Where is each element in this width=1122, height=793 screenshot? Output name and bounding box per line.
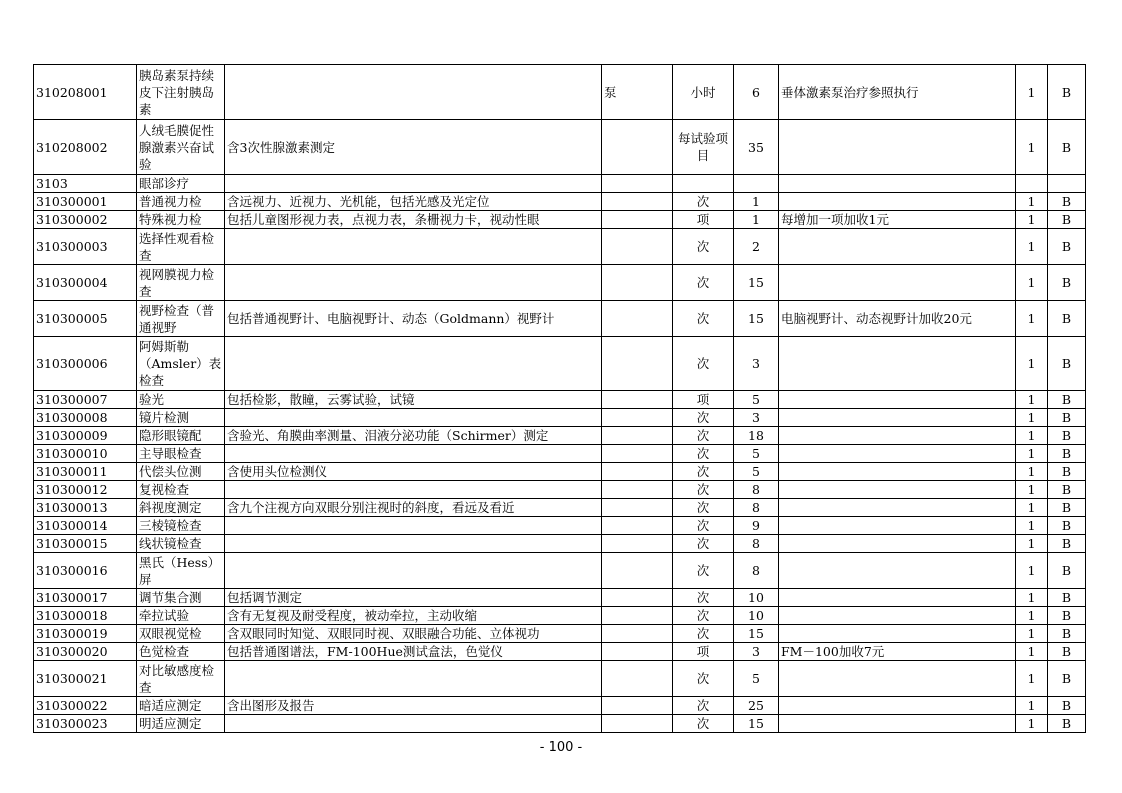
item-code: 310300015 — [34, 535, 137, 553]
item-grade: B — [1048, 517, 1086, 535]
item-price: 8 — [734, 499, 779, 517]
item-excluded — [602, 301, 673, 337]
table-row — [34, 661, 1086, 697]
item-excluded — [602, 499, 673, 517]
item-content: 含验光、角膜曲率测量、泪液分泌功能（Schirmer）测定 — [225, 427, 602, 445]
item-name: 特殊视力检 — [137, 211, 225, 229]
item-unit: 每试验项目 — [673, 120, 734, 175]
item-number: 1 — [1016, 625, 1048, 643]
item-content: 包括儿童图形视力表，点视力表，条栅视力卡，视动性眼 — [225, 211, 602, 229]
item-content: 含3次性腺激素测定 — [225, 120, 602, 175]
item-number: 1 — [1016, 301, 1048, 337]
table-row — [34, 337, 1086, 391]
item-code: 310300020 — [34, 643, 137, 661]
item-price: 15 — [734, 715, 779, 733]
item-unit: 次 — [673, 535, 734, 553]
item-grade: B — [1048, 120, 1086, 175]
item-number: 1 — [1016, 697, 1048, 715]
item-price: 35 — [734, 120, 779, 175]
table-row — [34, 175, 1086, 193]
item-price: 5 — [734, 391, 779, 409]
item-grade: B — [1048, 409, 1086, 427]
item-note — [779, 337, 1016, 391]
item-name: 斜视度测定 — [137, 499, 225, 517]
item-name: 视网膜视力检查 — [137, 265, 225, 301]
item-name: 人绒毛膜促性腺激素兴奋试验 — [137, 120, 225, 175]
item-name: 暗适应测定 — [137, 697, 225, 715]
item-code: 310300017 — [34, 589, 137, 607]
item-number: 1 — [1016, 211, 1048, 229]
item-note — [779, 193, 1016, 211]
item-code: 310300012 — [34, 481, 137, 499]
item-note — [779, 661, 1016, 697]
item-unit: 次 — [673, 337, 734, 391]
item-excluded: 泵 — [602, 65, 673, 120]
item-excluded — [602, 463, 673, 481]
item-unit: 次 — [673, 553, 734, 589]
item-note — [779, 607, 1016, 625]
item-code: 310300019 — [34, 625, 137, 643]
item-unit: 次 — [673, 589, 734, 607]
item-code: 310300006 — [34, 337, 137, 391]
item-price: 18 — [734, 427, 779, 445]
item-price: 1 — [734, 211, 779, 229]
item-excluded — [602, 697, 673, 715]
item-number: 1 — [1016, 589, 1048, 607]
item-code: 310208002 — [34, 120, 137, 175]
item-code: 310300014 — [34, 517, 137, 535]
item-excluded — [602, 409, 673, 427]
item-number: 1 — [1016, 427, 1048, 445]
item-content — [225, 481, 602, 499]
item-name: 双眼视觉检 — [137, 625, 225, 643]
item-price: 1 — [734, 193, 779, 211]
item-excluded — [602, 175, 673, 193]
item-content — [225, 445, 602, 463]
table-row — [34, 301, 1086, 337]
item-price: 3 — [734, 337, 779, 391]
item-code: 310300018 — [34, 607, 137, 625]
item-excluded — [602, 481, 673, 499]
item-name: 验光 — [137, 391, 225, 409]
table-row — [34, 391, 1086, 409]
table-row — [34, 553, 1086, 589]
item-price: 9 — [734, 517, 779, 535]
item-number: 1 — [1016, 193, 1048, 211]
item-name: 眼部诊疗 — [137, 175, 225, 193]
item-price: 8 — [734, 553, 779, 589]
table-row — [34, 625, 1086, 643]
item-unit: 次 — [673, 427, 734, 445]
item-note — [779, 445, 1016, 463]
item-name: 选择性观看检查 — [137, 229, 225, 265]
item-content: 包括普通图谱法，FM-100Hue测试盒法，色觉仪 — [225, 643, 602, 661]
item-unit: 次 — [673, 229, 734, 265]
item-note — [779, 463, 1016, 481]
item-price: 5 — [734, 661, 779, 697]
table-row — [34, 193, 1086, 211]
item-number: 1 — [1016, 65, 1048, 120]
item-code: 310300023 — [34, 715, 137, 733]
item-grade: B — [1048, 211, 1086, 229]
item-grade: B — [1048, 481, 1086, 499]
item-code: 310300022 — [34, 697, 137, 715]
table-row — [34, 643, 1086, 661]
item-grade: B — [1048, 229, 1086, 265]
item-number: 1 — [1016, 607, 1048, 625]
item-price: 3 — [734, 643, 779, 661]
item-grade: B — [1048, 445, 1086, 463]
item-number: 1 — [1016, 391, 1048, 409]
item-content: 含双眼同时知觉、双眼同时视、双眼融合功能、立体视功 — [225, 625, 602, 643]
item-unit: 次 — [673, 715, 734, 733]
table-row — [34, 463, 1086, 481]
item-content — [225, 409, 602, 427]
item-code: 310300002 — [34, 211, 137, 229]
item-unit: 项 — [673, 391, 734, 409]
item-price: 15 — [734, 625, 779, 643]
item-unit: 次 — [673, 517, 734, 535]
price-table — [33, 64, 1086, 733]
item-grade: B — [1048, 607, 1086, 625]
item-note — [779, 481, 1016, 499]
item-unit: 次 — [673, 445, 734, 463]
item-price: 15 — [734, 265, 779, 301]
item-excluded — [602, 589, 673, 607]
item-grade: B — [1048, 625, 1086, 643]
item-name: 对比敏感度检查 — [137, 661, 225, 697]
item-grade: B — [1048, 65, 1086, 120]
item-number: 1 — [1016, 463, 1048, 481]
item-name: 主导眼检查 — [137, 445, 225, 463]
item-grade: B — [1048, 589, 1086, 607]
item-excluded — [602, 715, 673, 733]
item-grade: B — [1048, 193, 1086, 211]
item-note — [779, 715, 1016, 733]
item-excluded — [602, 607, 673, 625]
item-unit: 项 — [673, 211, 734, 229]
item-note — [779, 589, 1016, 607]
item-note — [779, 535, 1016, 553]
table-row — [34, 517, 1086, 535]
item-code: 310300016 — [34, 553, 137, 589]
item-content: 含九个注视方向双眼分别注视时的斜度，看远及看近 — [225, 499, 602, 517]
item-name: 隐形眼镜配 — [137, 427, 225, 445]
item-grade: B — [1048, 427, 1086, 445]
item-number: 1 — [1016, 661, 1048, 697]
item-name: 代偿头位测 — [137, 463, 225, 481]
table-row — [34, 715, 1086, 733]
item-note — [779, 391, 1016, 409]
item-content: 含有无复视及耐受程度，被动牵拉，主动收缩 — [225, 607, 602, 625]
item-number: 1 — [1016, 265, 1048, 301]
item-note: 垂体激素泵治疗参照执行 — [779, 65, 1016, 120]
table-row — [34, 697, 1086, 715]
item-name: 明适应测定 — [137, 715, 225, 733]
item-code: 310300007 — [34, 391, 137, 409]
item-number: 1 — [1016, 517, 1048, 535]
table-row — [34, 65, 1086, 120]
table-row — [34, 481, 1086, 499]
table-row — [34, 229, 1086, 265]
item-unit: 次 — [673, 625, 734, 643]
table-row — [34, 409, 1086, 427]
item-unit: 次 — [673, 661, 734, 697]
item-grade: B — [1048, 337, 1086, 391]
item-price: 10 — [734, 607, 779, 625]
item-unit: 次 — [673, 499, 734, 517]
table-row — [34, 607, 1086, 625]
table-row — [34, 211, 1086, 229]
item-number: 1 — [1016, 337, 1048, 391]
item-excluded — [602, 337, 673, 391]
item-grade: B — [1048, 391, 1086, 409]
item-price — [734, 175, 779, 193]
item-name: 复视检查 — [137, 481, 225, 499]
item-content — [225, 265, 602, 301]
item-price: 3 — [734, 409, 779, 427]
item-price: 5 — [734, 445, 779, 463]
item-content: 包括普通视野计、电脑视野计、动态（Goldmann）视野计 — [225, 301, 602, 337]
item-number: 1 — [1016, 120, 1048, 175]
item-note: FM－100加收7元 — [779, 643, 1016, 661]
item-number: 1 — [1016, 499, 1048, 517]
item-price: 5 — [734, 463, 779, 481]
item-price: 2 — [734, 229, 779, 265]
item-number — [1016, 175, 1048, 193]
item-grade: B — [1048, 463, 1086, 481]
item-note — [779, 625, 1016, 643]
item-excluded — [602, 625, 673, 643]
item-content — [225, 535, 602, 553]
item-grade: B — [1048, 499, 1086, 517]
item-content — [225, 517, 602, 535]
item-content: 含远视力、近视力、光机能，包括光感及光定位 — [225, 193, 602, 211]
item-code: 310300005 — [34, 301, 137, 337]
item-content: 包括调节测定 — [225, 589, 602, 607]
item-grade: B — [1048, 535, 1086, 553]
item-name: 普通视力检 — [137, 193, 225, 211]
table-body — [34, 65, 1086, 733]
item-code: 310300003 — [34, 229, 137, 265]
item-unit: 次 — [673, 265, 734, 301]
item-code: 310300010 — [34, 445, 137, 463]
item-excluded — [602, 193, 673, 211]
item-excluded — [602, 661, 673, 697]
item-unit: 项 — [673, 643, 734, 661]
item-note — [779, 499, 1016, 517]
item-number: 1 — [1016, 409, 1048, 427]
table-row — [34, 265, 1086, 301]
item-grade: B — [1048, 265, 1086, 301]
item-grade: B — [1048, 553, 1086, 589]
item-excluded — [602, 427, 673, 445]
item-content: 包括检影，散瞳，云雾试验，试镜 — [225, 391, 602, 409]
item-excluded — [602, 265, 673, 301]
item-code: 310300009 — [34, 427, 137, 445]
item-code: 310300004 — [34, 265, 137, 301]
item-name: 三棱镜检查 — [137, 517, 225, 535]
item-name: 镜片检测 — [137, 409, 225, 427]
item-name: 阿姆斯勒（Amsler）表检查 — [137, 337, 225, 391]
item-number: 1 — [1016, 229, 1048, 265]
item-excluded — [602, 553, 673, 589]
page-number: - 100 - — [539, 740, 583, 755]
item-note — [779, 175, 1016, 193]
table-row — [34, 427, 1086, 445]
item-unit: 次 — [673, 409, 734, 427]
item-note — [779, 409, 1016, 427]
item-excluded — [602, 211, 673, 229]
item-unit: 次 — [673, 607, 734, 625]
item-note — [779, 517, 1016, 535]
item-note — [779, 427, 1016, 445]
item-content — [225, 715, 602, 733]
item-grade: B — [1048, 697, 1086, 715]
item-grade: B — [1048, 661, 1086, 697]
item-unit: 次 — [673, 193, 734, 211]
item-price: 15 — [734, 301, 779, 337]
item-price: 8 — [734, 535, 779, 553]
item-note — [779, 265, 1016, 301]
table-row — [34, 535, 1086, 553]
item-price: 6 — [734, 65, 779, 120]
table-row — [34, 589, 1086, 607]
item-name: 黑氏（Hess）屏 — [137, 553, 225, 589]
item-note — [779, 229, 1016, 265]
item-code: 310300013 — [34, 499, 137, 517]
item-grade: B — [1048, 301, 1086, 337]
item-code: 310300021 — [34, 661, 137, 697]
item-code: 310300011 — [34, 463, 137, 481]
item-unit: 小时 — [673, 65, 734, 120]
item-code: 310208001 — [34, 65, 137, 120]
item-note: 每增加一项加收1元 — [779, 211, 1016, 229]
item-price: 8 — [734, 481, 779, 499]
item-number: 1 — [1016, 553, 1048, 589]
item-note — [779, 697, 1016, 715]
item-name: 牵拉试验 — [137, 607, 225, 625]
item-code: 310300008 — [34, 409, 137, 427]
item-content — [225, 65, 602, 120]
item-name: 视野检查（普通视野 — [137, 301, 225, 337]
table-row — [34, 120, 1086, 175]
item-number: 1 — [1016, 445, 1048, 463]
item-grade: B — [1048, 715, 1086, 733]
item-number: 1 — [1016, 715, 1048, 733]
item-note — [779, 553, 1016, 589]
item-content — [225, 661, 602, 697]
item-code: 3103 — [34, 175, 137, 193]
item-number: 1 — [1016, 535, 1048, 553]
item-content: 含使用头位检测仪 — [225, 463, 602, 481]
item-code: 310300001 — [34, 193, 137, 211]
item-note: 电脑视野计、动态视野计加收20元 — [779, 301, 1016, 337]
item-content — [225, 175, 602, 193]
item-content: 含出图形及报告 — [225, 697, 602, 715]
item-excluded — [602, 229, 673, 265]
item-content — [225, 553, 602, 589]
item-excluded — [602, 535, 673, 553]
item-name: 调节集合测 — [137, 589, 225, 607]
item-excluded — [602, 517, 673, 535]
item-content — [225, 229, 602, 265]
item-content — [225, 337, 602, 391]
item-excluded — [602, 120, 673, 175]
item-name: 胰岛素泵持续皮下注射胰岛素 — [137, 65, 225, 120]
item-note — [779, 120, 1016, 175]
item-unit: 次 — [673, 301, 734, 337]
item-unit — [673, 175, 734, 193]
item-number: 1 — [1016, 643, 1048, 661]
item-excluded — [602, 643, 673, 661]
item-unit: 次 — [673, 697, 734, 715]
item-unit: 次 — [673, 463, 734, 481]
item-price: 25 — [734, 697, 779, 715]
item-name: 色觉检查 — [137, 643, 225, 661]
item-number: 1 — [1016, 481, 1048, 499]
table-row — [34, 445, 1086, 463]
item-excluded — [602, 391, 673, 409]
item-grade: B — [1048, 643, 1086, 661]
item-excluded — [602, 445, 673, 463]
table-row — [34, 499, 1086, 517]
item-price: 10 — [734, 589, 779, 607]
item-unit: 次 — [673, 481, 734, 499]
item-name: 线状镜检查 — [137, 535, 225, 553]
item-grade — [1048, 175, 1086, 193]
